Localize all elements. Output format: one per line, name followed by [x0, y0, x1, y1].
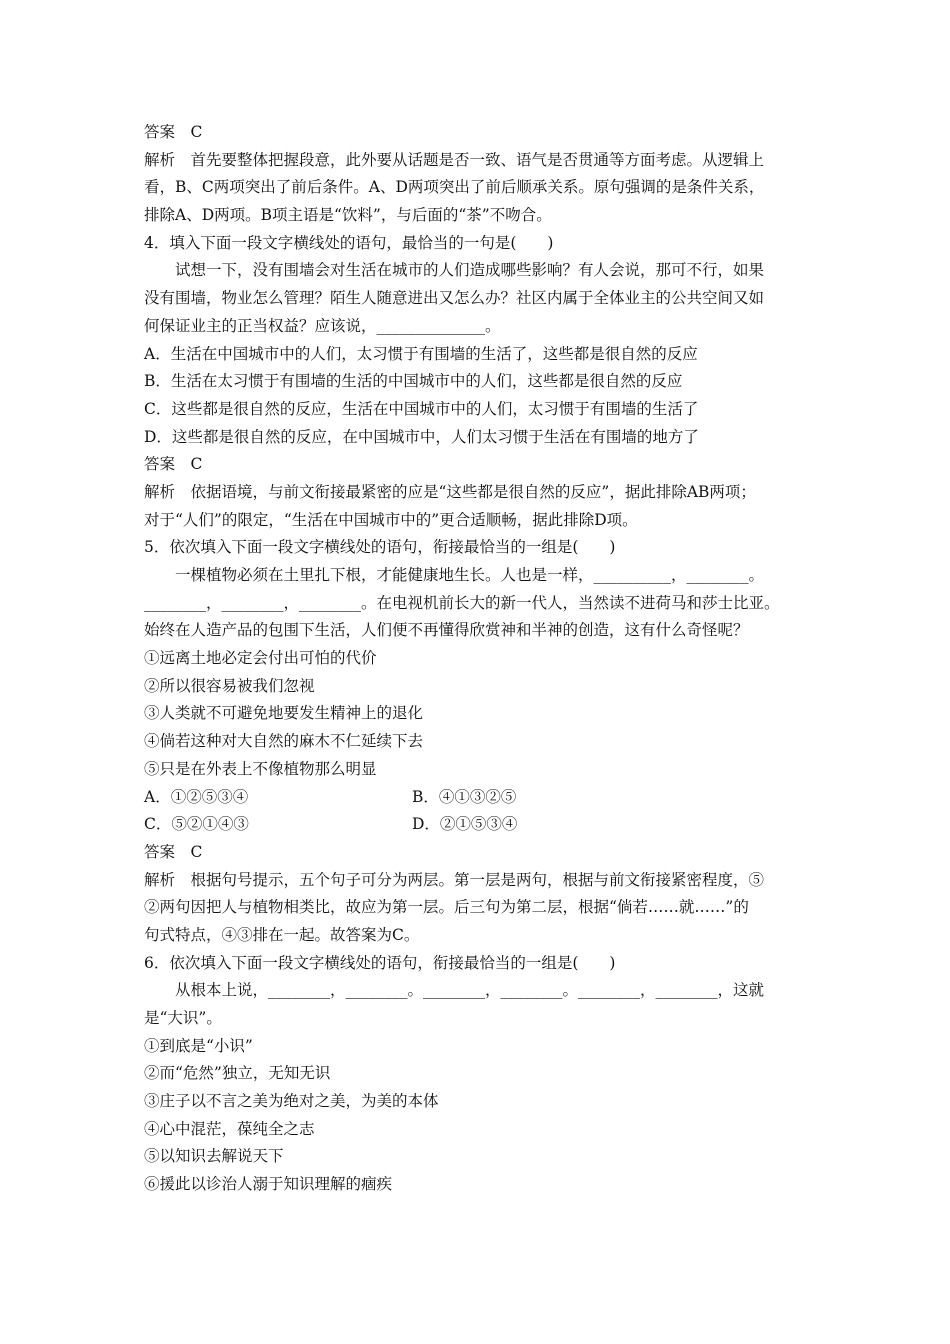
options-row [144, 784, 824, 812]
question-6-stem: 6．依次填入下面一段文字横线处的语句，衔接最恰当的一组是( ) [144, 953, 616, 972]
option-a: A．①②⑤③④ [144, 787, 249, 806]
sentence-item: ②而“危然”独立，无知无识 [144, 1064, 331, 1083]
passage-text: 是“大识”。 [144, 1009, 222, 1027]
passage-text: 一棵植物必须在土里扎下根，才能健康地生长。人也是一样，__________，________。 [175, 566, 765, 584]
option-d: D．②①⑤③④ [412, 815, 518, 834]
analysis-text: 看，B、C两项突出了前后条件。A、D两项突出了前后顺承关系。原句强调的是条件关系， [144, 178, 765, 197]
analysis-text: 解析 首先要整体把握段意，此外要从话题是否一致、语气是否贯通等方面考虑。从逻辑上 [144, 150, 765, 169]
analysis-text: 解析 依据语境，与前文衔接最紧密的应是“这些都是很自然的反应”，据此排除AB两项； [144, 482, 756, 501]
analysis-text: 排除A、D两项。B项主语是“饮料”，与后面的“茶”不吻合。 [144, 206, 552, 225]
passage-text: ________，________，________。在电视机前长大的新一代人，当然读不进荷马和莎士比亚。 [144, 593, 780, 612]
question-4-stem: 4．填入下面一段文字横线处的语句，最恰当的一句是( ) [144, 233, 554, 252]
analysis-text: 解析 根据句号提示，五个句子可分为两层。第一层是两句，根据与前文衔接紧密程度，⑤ [144, 870, 765, 889]
document-page [144, 119, 824, 1199]
question-5-stem: 5．依次填入下面一段文字横线处的语句，衔接最恰当的一组是( ) [144, 538, 616, 557]
option-b: B．④①③②⑤ [412, 787, 517, 806]
sentence-item: ④倘若这种对大自然的麻木不仁延续下去 [144, 732, 424, 751]
answer-label: 答案 C [144, 455, 203, 474]
answer-label: 答案 C [144, 123, 203, 141]
analysis-text: 句式特点，④③排在一起。故答案为C。 [144, 925, 420, 944]
sentence-item: ③人类就不可避免地要发生精神上的退化 [144, 704, 424, 723]
options-row [144, 811, 824, 839]
answer-label: 答案 C [144, 842, 203, 861]
passage-text: 没有围墙，物业怎么管理？陌生人随意进出又怎么办？社区内属于全体业主的公共空间又如 [144, 289, 765, 308]
sentence-item: ⑤只是在外表上不像植物那么明显 [144, 759, 377, 778]
sentence-item: ⑥援此以诊治人溺于知识理解的痼疾 [144, 1175, 393, 1194]
sentence-item: ③庄子以不言之美为绝对之美，为美的本体 [144, 1092, 439, 1111]
sentence-item: ①到底是“小识” [144, 1036, 253, 1055]
sentence-item: ⑤以知识去解说天下 [144, 1147, 284, 1166]
option-c: C．⑤②①④③ [144, 815, 249, 834]
passage-text: 试想一下，没有围墙会对生活在城市的人们造成哪些影响？有人会说，那可不行，如果 [175, 261, 765, 280]
passage-text: 何保证业主的正当权益？应该说，______________。 [144, 316, 501, 335]
analysis-text: ②两句因把人与植物相类比，故应为第一层。后三句为第二层，根据“倘若……就……”的 [144, 898, 749, 917]
option-a: A．生活在中国城市中的人们，太习惯于有围墙的生活了，这些都是很自然的反应 [144, 344, 698, 363]
sentence-item: ④心中混茫，葆纯全之志 [144, 1119, 315, 1138]
option-d: D．这些都是很自然的反应，在中国城市中，人们太习惯于生活在有围墙的地方了 [144, 427, 699, 446]
passage-text: 从根本上说，________，________。________，________。________，________，这就 [175, 981, 765, 1000]
analysis-text: 对于“人们”的限定，“生活在中国城市中的”更合适顺畅，据此排除D项。 [144, 510, 638, 529]
passage-text: 始终在人造产品的包围下生活，人们便不再懂得欣赏神和半神的创造，这有什么奇怪呢？ [144, 621, 749, 640]
option-b: B．生活在太习惯于有围墙的生活的中国城市中的人们，这些都是很自然的反应 [144, 372, 683, 391]
option-c: C．这些都是很自然的反应，生活在中国城市中的人们，太习惯于有围墙的生活了 [144, 399, 699, 418]
sentence-item: ②所以很容易被我们忽视 [144, 676, 315, 695]
sentence-item: ①远离土地必定会付出可怕的代价 [144, 649, 377, 668]
